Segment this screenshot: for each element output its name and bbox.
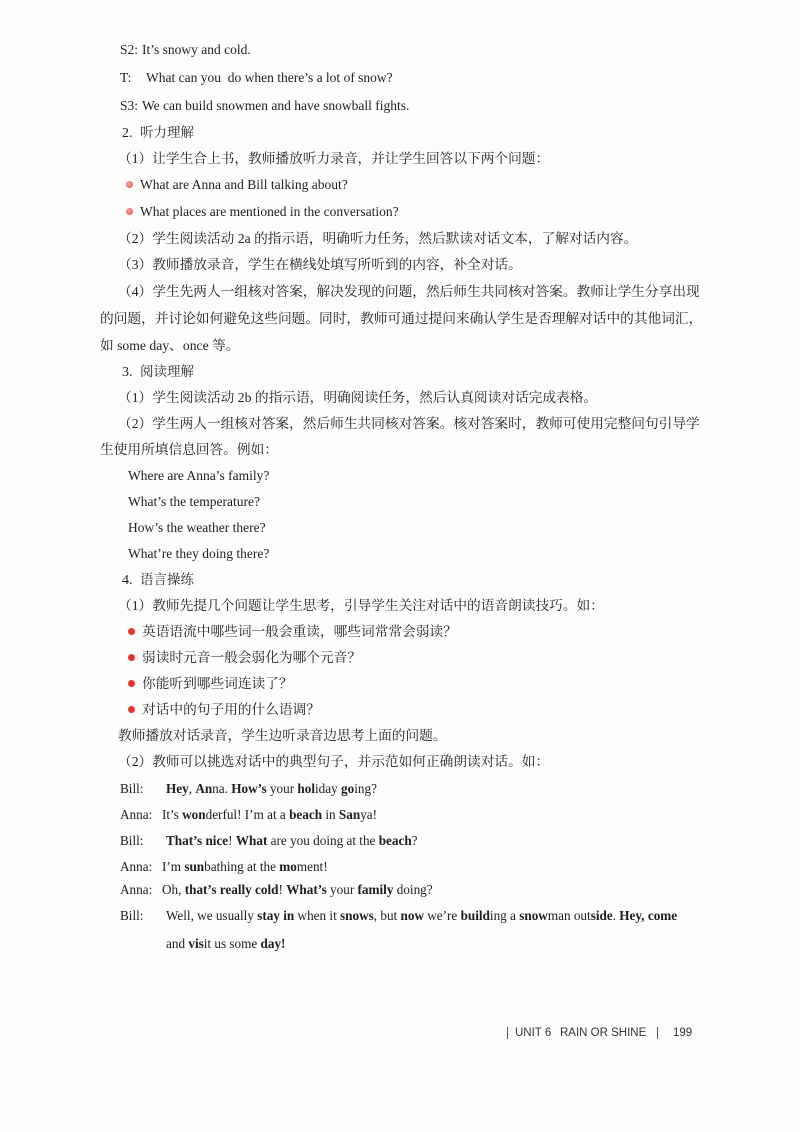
- dialogue-line: [120, 779, 377, 799]
- stressed-text: build: [460, 908, 490, 923]
- stressed-text: How’s: [231, 781, 267, 796]
- unstressed-text: ,: [188, 781, 196, 796]
- unstressed-text: are you doing at the: [267, 833, 379, 848]
- unstressed-text: .: [612, 908, 620, 923]
- practice-question-item: [128, 622, 457, 642]
- unstressed-text: and: [166, 936, 189, 951]
- speaker-label: S2:: [120, 42, 139, 57]
- footer-divider: [657, 1027, 658, 1039]
- bullet-icon: [128, 628, 135, 635]
- section-number: 4.: [122, 573, 133, 588]
- example-question: What’s the temperature?: [128, 494, 260, 509]
- stressed-text: Hey, come: [619, 908, 678, 923]
- dialogue-line: [120, 857, 328, 877]
- speaker-label: Bill:: [120, 781, 144, 796]
- stressed-text: beach: [289, 807, 323, 822]
- warmup-text: We can build snowmen and have snowball fights.: [142, 98, 410, 113]
- stressed-text: go: [341, 781, 355, 796]
- unstressed-text: I’m: [162, 859, 185, 874]
- warmup-line: [120, 96, 409, 116]
- dialogue-line: [120, 906, 677, 926]
- section-heading-listening: [122, 123, 194, 143]
- section-heading-reading: [122, 362, 194, 382]
- dialogue-text: [162, 859, 328, 874]
- dialogue-line: [120, 831, 418, 851]
- dialogue-text: [166, 781, 377, 796]
- question-item: [126, 202, 399, 222]
- dialogue-text: [162, 882, 433, 897]
- bullet-icon: [126, 208, 133, 215]
- stressed-text: day!: [260, 936, 286, 951]
- stressed-text: snows: [340, 908, 374, 923]
- unstressed-text: ing a: [489, 908, 520, 923]
- stressed-text: now: [400, 908, 424, 923]
- unstressed-text: It’s: [162, 807, 183, 822]
- stressed-text: What’s: [286, 882, 327, 897]
- footer-unit: UNIT 6: [515, 1027, 552, 1039]
- reading-step-2-line: 生使用所填信息回答。例如：: [100, 442, 278, 457]
- unstressed-text: na.: [212, 781, 232, 796]
- unstressed-text: when it: [294, 908, 341, 923]
- reading-step-2-line: （2）学生两人一组核对答案，然后师生共同核对答案。核对答案时，教师可使用完整问句引导学: [118, 416, 700, 431]
- footer-unit-title: RAIN OR SHINE: [560, 1027, 647, 1039]
- section-heading-practice: [122, 570, 194, 590]
- question-text: 对话中的句子用的什么语调？: [142, 702, 320, 717]
- stressed-text: stay in: [257, 908, 295, 923]
- speaker-label: Anna:: [120, 807, 153, 822]
- question-item: [126, 175, 348, 195]
- section-number: 2.: [122, 126, 133, 141]
- dialogue-line: [120, 805, 377, 825]
- question-text: What places are mentioned in the conversation?: [140, 204, 399, 219]
- question-text: 你能听到哪些词连读了？: [142, 676, 293, 691]
- section-title: 语言操练: [140, 572, 194, 587]
- listening-step-4-line: 的问题，并讨论如何避免这些问题。同时，教师可通过提问来确认学生是否理解对话中的其他词汇，: [100, 311, 703, 326]
- stressed-text: An: [195, 781, 213, 796]
- stressed-text: That’s nice: [166, 833, 229, 848]
- warmup-line: [120, 40, 251, 60]
- practice-step-2: （2）教师可以挑选对话中的典型句子，并示范如何正确朗读对话。如：: [118, 754, 550, 769]
- practice-question-item: [128, 674, 293, 694]
- bullet-icon: [128, 706, 135, 713]
- unstressed-text: !: [228, 833, 236, 848]
- stressed-text: won: [182, 807, 206, 822]
- bullet-icon: [128, 654, 135, 661]
- practice-question-item: [128, 700, 320, 720]
- listening-step-3: （3）教师播放录音，学生在横线处填写所听到的内容，补全对话。: [118, 257, 522, 272]
- unstressed-text: in: [322, 807, 339, 822]
- unstressed-text: Well, we usually: [166, 908, 258, 923]
- listening-step-4-line: 如 some day、once 等。: [100, 338, 240, 353]
- dialogue-text: [166, 908, 677, 923]
- unstressed-text: ya!: [360, 807, 378, 822]
- practice-step-1: （1）教师先提几个问题让学生思考，引导学生关注对话中的语音朗读技巧。如：: [118, 598, 604, 613]
- stressed-text: vis: [188, 936, 204, 951]
- section-title: 听力理解: [140, 125, 194, 140]
- stressed-text: mo: [279, 859, 297, 874]
- stressed-text: sun: [184, 859, 205, 874]
- section-number: 3.: [122, 365, 133, 380]
- practice-question-item: [128, 648, 361, 668]
- dialogue-text: [166, 936, 285, 951]
- warmup-line: [120, 68, 393, 88]
- dialogue-line: [120, 880, 433, 900]
- speaker-label: S3:: [120, 98, 139, 113]
- warmup-text: What can you do when there’s a lot of snow?: [146, 70, 393, 85]
- unstressed-text: Oh,: [162, 882, 185, 897]
- listening-step-4-line: （4）学生先两人一组核对答案，解决发现的问题，然后师生共同核对答案。教师让学生分享出现: [118, 284, 700, 299]
- question-text: What are Anna and Bill talking about?: [140, 177, 348, 192]
- unstressed-text: your: [266, 781, 298, 796]
- unstressed-text: , but: [373, 908, 401, 923]
- stressed-text: Hey: [166, 781, 189, 796]
- listening-step-2: （2）学生阅读活动 2a 的指示语，明确听力任务，然后默读对话文本，了解对话内容。: [118, 231, 638, 246]
- unstressed-text: bathing at the: [204, 859, 280, 874]
- unstressed-text: !: [278, 882, 287, 897]
- page-number: 199: [673, 1027, 693, 1039]
- speaker-label: Bill:: [120, 833, 144, 848]
- bullet-icon: [126, 181, 133, 188]
- unstressed-text: doing?: [393, 882, 433, 897]
- bullet-icon: [128, 680, 135, 687]
- footer-divider: [507, 1027, 508, 1039]
- speaker-label: Bill:: [120, 908, 144, 923]
- speaker-label: Anna:: [120, 859, 153, 874]
- listening-step-1: （1）让学生合上书，教师播放听力录音，并让学生回答以下两个问题：: [118, 151, 550, 166]
- section-title: 阅读理解: [140, 364, 194, 379]
- unstressed-text: we’re: [423, 908, 461, 923]
- unstressed-text: ing?: [354, 781, 377, 796]
- question-text: 英语语流中哪些词一般会重读，哪些词常常会弱读？: [142, 624, 457, 639]
- unstressed-text: your: [326, 882, 358, 897]
- unstressed-text: man out: [547, 908, 591, 923]
- stressed-text: San: [338, 807, 361, 822]
- unstressed-text: iday: [315, 781, 342, 796]
- stressed-text: side: [590, 908, 613, 923]
- stressed-text: family: [357, 882, 394, 897]
- stressed-text: What: [235, 833, 268, 848]
- dialogue-text: [166, 833, 418, 848]
- unstressed-text: ment!: [296, 859, 328, 874]
- speaker-label: T:: [120, 70, 132, 85]
- example-question: What’re they doing there?: [128, 546, 270, 561]
- page-footer: [0, 1024, 800, 1042]
- example-question: Where are Anna’s family?: [128, 468, 270, 483]
- stressed-text: snow: [519, 908, 548, 923]
- stressed-text: that’s really cold: [184, 882, 279, 897]
- speaker-label: Anna:: [120, 882, 153, 897]
- dialogue-line-continuation: [166, 934, 285, 954]
- stressed-text: beach: [378, 833, 412, 848]
- practice-after-questions: 教师播放对话录音，学生边听录音边思考上面的问题。: [118, 728, 447, 743]
- stressed-text: hol: [297, 781, 316, 796]
- warmup-text: It’s snowy and cold.: [142, 42, 251, 57]
- example-question: How’s the weather there?: [128, 520, 266, 535]
- question-text: 弱读时元音一般会弱化为哪个元音？: [142, 650, 362, 665]
- reading-step-1: （1）学生阅读活动 2b 的指示语，明确阅读任务，然后认真阅读对话完成表格。: [118, 390, 598, 405]
- unstressed-text: derful! I’m at a: [205, 807, 290, 822]
- unstressed-text: ?: [411, 833, 418, 848]
- unstressed-text: it us some: [203, 936, 261, 951]
- dialogue-text: [162, 807, 377, 822]
